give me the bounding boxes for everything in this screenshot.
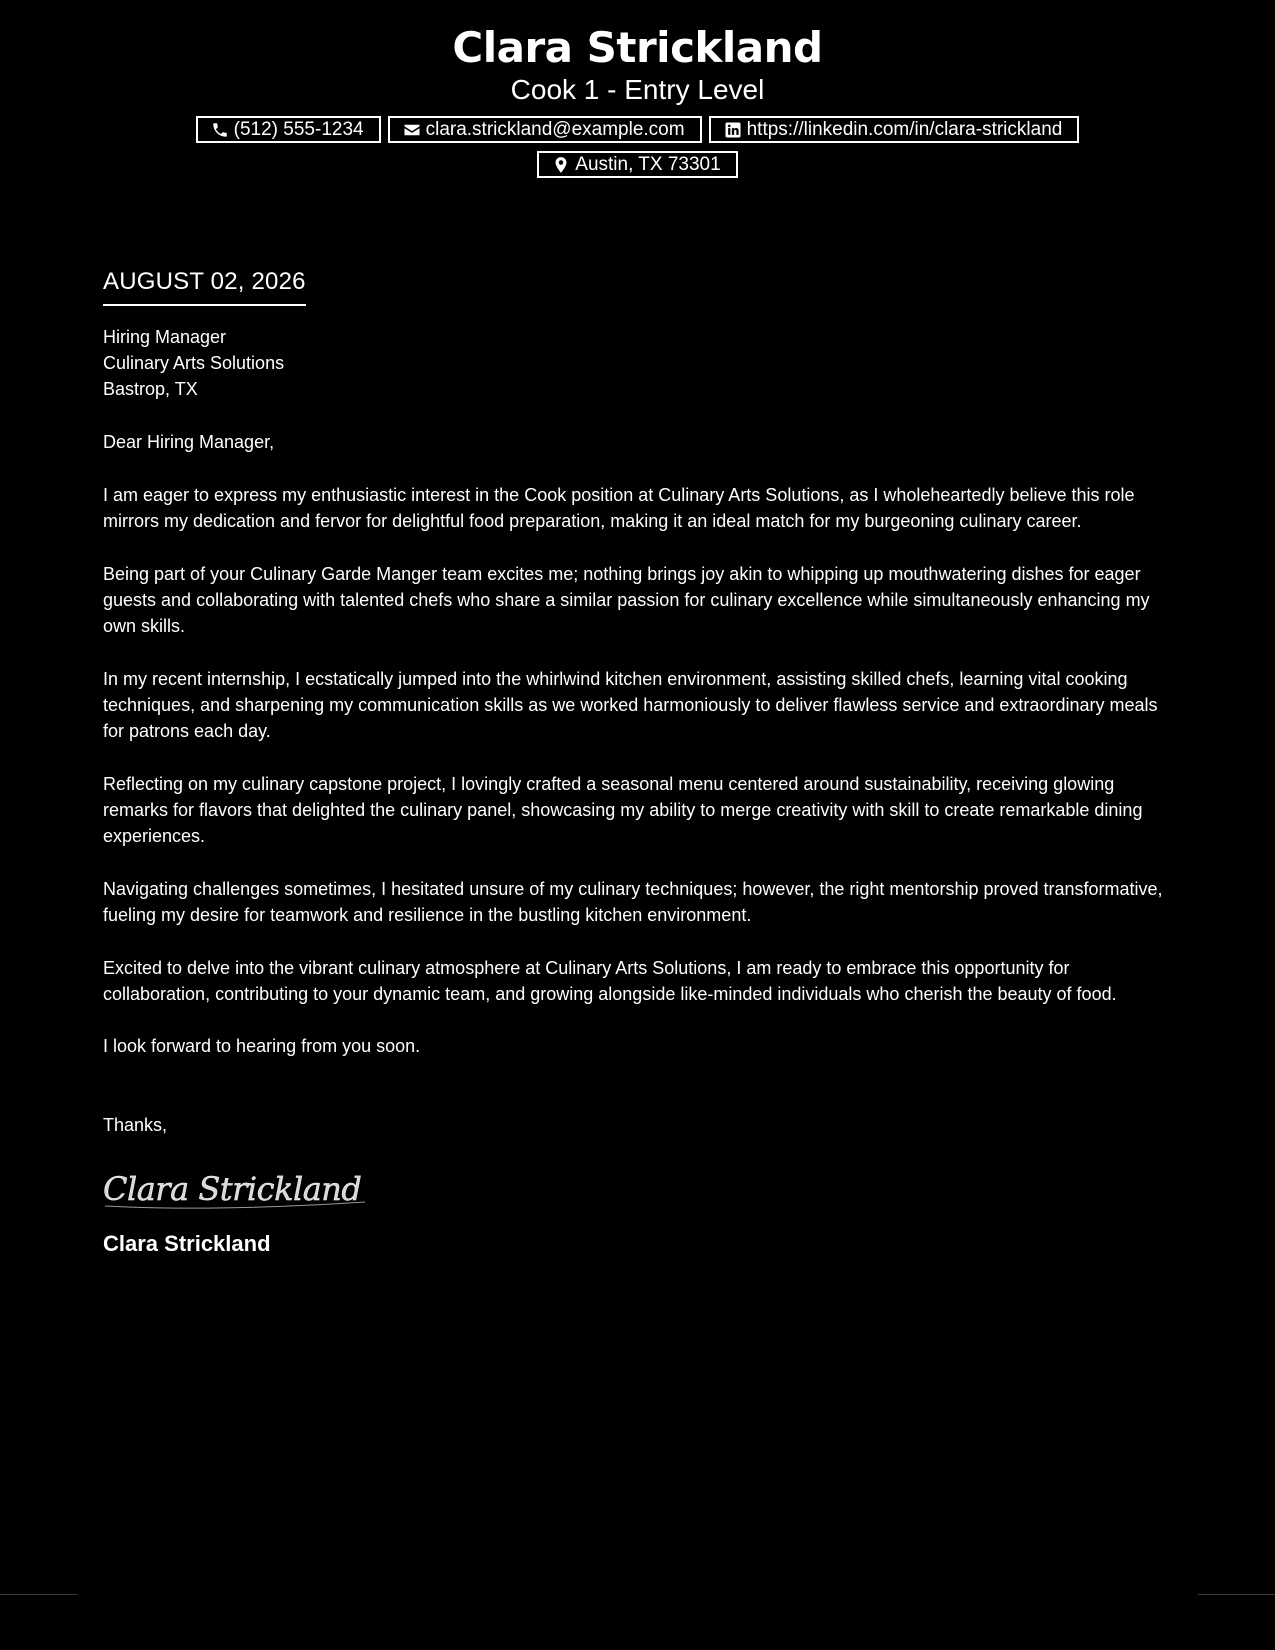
recipient-location: Bastrop, TX: [103, 379, 198, 399]
linkedin-text: https://linkedin.com/in/clara-strickland: [746, 119, 1063, 140]
phone-text: (512) 555-1234: [233, 119, 364, 140]
letter-paragraph: In my recent internship, I ecstatically jumped into the whirlwind kitchen environment, assisting skilled chefs, learning vital cooking techniques, and sharpening my communication skills as we worked harmoniously to deliver flawless service and extraordinary meals for patrons each day.: [103, 669, 1158, 741]
recipient-block: [103, 324, 1178, 402]
applicant-name: Clara Strickland: [452, 23, 823, 72]
closing-line: I look forward to hearing from you soon.: [103, 1036, 421, 1056]
map-pin-icon: [552, 156, 570, 174]
email-chip[interactable]: [388, 116, 702, 143]
phone-icon: [211, 121, 229, 139]
letter-paragraph: Excited to delve into the vibrant culinary atmosphere at Culinary Arts Solutions, I am ready to embrace this opportunity for collaboration, contributing to your dynamic team, and growing alongside like-minded individuals who cherish the beauty of food.: [103, 958, 1117, 1004]
letter-paragraph: Navigating challenges sometimes, I hesitated unsure of my culinary techniques; however, the right mentorship proved transformative, fueling my desire for teamwork and resilience in the bustling kitchen environment.: [103, 879, 1163, 925]
footer-rule-right: [1198, 1594, 1275, 1595]
letter-paragraph: Being part of your Culinary Garde Manger team excites me; nothing brings joy akin to whipping up mouthwatering dishes for eager guests and collaborating with talented chefs who share a similar passion for culinary excellence while simultaneously enhancing my own skills.: [103, 564, 1150, 636]
salutation: Dear Hiring Manager,: [103, 432, 275, 452]
handwritten-signature: [103, 1164, 1178, 1214]
signoff: Thanks,: [103, 1115, 168, 1135]
letter-date: AUGUST 02, 2026: [103, 262, 306, 306]
envelope-icon: [403, 121, 421, 139]
letter-body: [103, 262, 1178, 1259]
email-text: clara.strickland@example.com: [425, 119, 685, 140]
location-chip[interactable]: [537, 151, 737, 178]
letter-paragraph: I am eager to express my enthusiastic interest in the Cook position at Culinary Arts Solutions, as I wholeheartedly believe this role mirrors my dedication and fervor for delightful food preparation, making it an ideal match for my burgeoning culinary career.: [103, 485, 1135, 531]
letter-paragraph: Reflecting on my culinary capstone project, I lovingly crafted a seasonal menu centered around sustainability, receiving glowing remarks for flavors that delighted the culinary panel, showcasing my ability to merge creativity with skill to create remarkable dining experiences.: [103, 774, 1143, 846]
footer-rule-left: [0, 1594, 77, 1595]
location-text: Austin, TX 73301: [575, 154, 721, 175]
contact-row: [0, 116, 1275, 143]
recipient-company: Culinary Arts Solutions: [103, 353, 285, 373]
signature-text: Clara Strickland: [103, 1170, 362, 1208]
signer-name: Clara Strickland: [103, 1231, 271, 1256]
linkedin-chip[interactable]: [709, 116, 1080, 143]
job-title: Cook 1 - Entry Level: [510, 74, 765, 105]
linkedin-icon: [724, 121, 742, 139]
phone-chip[interactable]: [196, 116, 381, 143]
recipient-title: Hiring Manager: [103, 327, 227, 347]
letter-header: [0, 22, 1275, 186]
contact-row-2: [0, 151, 1275, 178]
